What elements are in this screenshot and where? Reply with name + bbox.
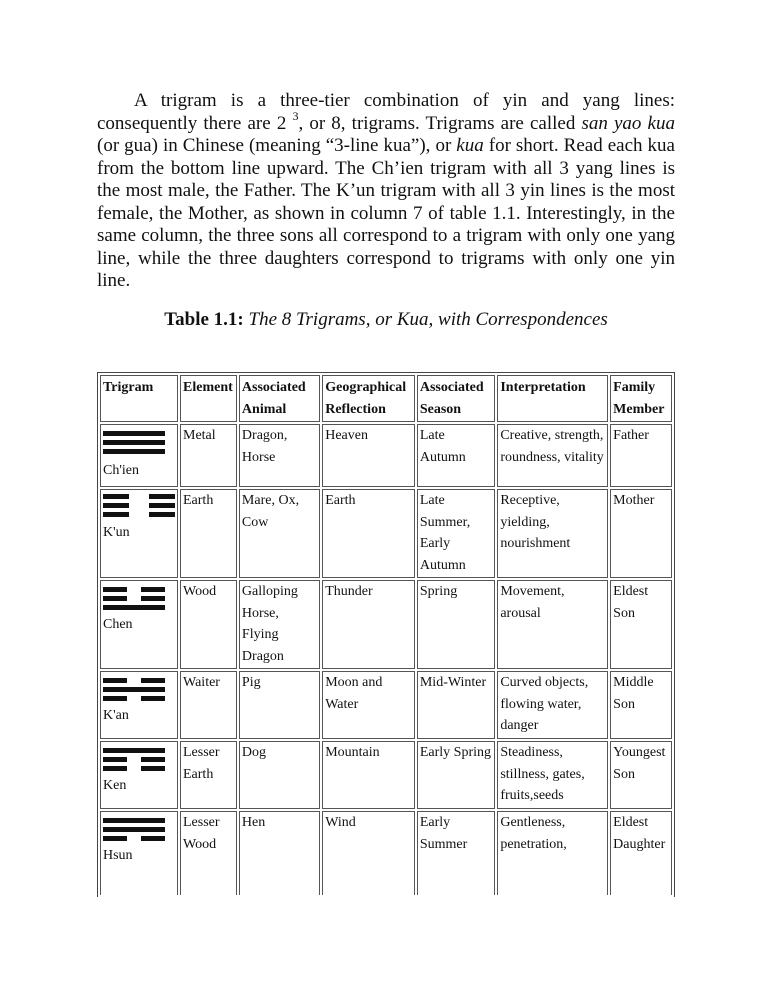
- italic-term: kua: [456, 135, 484, 156]
- header-animal: Associated Animal: [239, 375, 320, 422]
- trigram-name: Hsun: [103, 848, 133, 863]
- season-cell: Early Spring: [417, 741, 495, 809]
- paragraph-text: A trigram is a three-tier combination of yin and yang lines: consequently there are 2: [97, 90, 675, 134]
- trigram-cell: [100, 424, 178, 487]
- trigram-name: K'un: [103, 525, 130, 540]
- interp-cell: Movement, arousal: [497, 580, 608, 669]
- season-cell: Late Summer, Early Autumn: [417, 489, 495, 578]
- chien-trigram-icon: [103, 427, 175, 454]
- paragraph-text: for short. Read each kua from the bottom line upward. The Ch’ien trigram with all 3 yang lines is the most male, the Father. The K’un trigram with all 3 yin lines is the most female, the Mother, as shown in column 7 of table 1.1. Interestingly, in the same column, the three sons all correspond to a trigram with only one yang line, while the three daughters correspond to trigrams with only one yin line.: [97, 135, 675, 291]
- trigram-name: Chen: [103, 617, 133, 632]
- geo-cell: Earth: [322, 489, 415, 578]
- family-cell: Middle Son: [610, 671, 672, 739]
- table-row: [100, 671, 672, 739]
- animal-cell: Galloping Horse, Flying Dragon: [239, 580, 320, 669]
- table-row: [100, 580, 672, 669]
- family-cell: Mother: [610, 489, 672, 578]
- table-row: [100, 811, 672, 895]
- season-cell: Early Summer: [417, 811, 495, 895]
- season-cell: Mid-Winter: [417, 671, 495, 739]
- header-interp: Interpretation: [497, 375, 608, 422]
- element-cell: Metal: [180, 424, 237, 487]
- family-cell: Father: [610, 424, 672, 487]
- header-family: Family Member: [610, 375, 672, 422]
- trigram-cell: [100, 580, 178, 669]
- kan-trigram-icon: [103, 674, 175, 701]
- interp-cell: Steadiness, stillness, gates, fruits,seeds: [497, 741, 608, 809]
- element-cell: Lesser Earth: [180, 741, 237, 809]
- italic-term: san yao kua: [581, 112, 675, 134]
- header-trigram: Trigram: [100, 375, 178, 422]
- trigram-name: K'an: [103, 708, 129, 723]
- animal-cell: Hen: [239, 811, 320, 895]
- header-geo: Geographical Reflection: [322, 375, 415, 422]
- table-row: [100, 741, 672, 809]
- trigram-table: [97, 372, 675, 897]
- header-element: Element: [180, 375, 237, 422]
- family-cell: Eldest Daughter: [610, 811, 672, 895]
- animal-cell: Dog: [239, 741, 320, 809]
- hsun-trigram-icon: [103, 814, 175, 841]
- family-cell: Youngest Son: [610, 741, 672, 809]
- table-row: [100, 424, 672, 487]
- season-cell: Late Autumn: [417, 424, 495, 487]
- geo-cell: Thunder: [322, 580, 415, 669]
- interp-cell: Receptive, yielding, nourishment: [497, 489, 608, 578]
- element-cell: Earth: [180, 489, 237, 578]
- trigram-name: Ch'ien: [103, 463, 139, 478]
- geo-cell: Mountain: [322, 741, 415, 809]
- geo-cell: Heaven: [322, 424, 415, 487]
- trigram-cell: [100, 741, 178, 809]
- chen-trigram-icon: [103, 583, 175, 610]
- element-cell: Waiter: [180, 671, 237, 739]
- paragraph-text: , or 8, trigrams. Trigrams are called: [298, 112, 582, 134]
- caption-label: Table 1.1:: [164, 309, 244, 330]
- paragraph-text: (or gua) in Chinese (meaning “3-line kua”), or: [97, 135, 457, 156]
- table-row: [100, 489, 672, 578]
- kun-trigram-icon: [103, 490, 175, 517]
- caption-text: The 8 Trigrams, or Kua, with Correspondences: [248, 309, 608, 330]
- trigram-cell: [100, 811, 178, 895]
- table-caption: [0, 309, 772, 331]
- family-cell: Eldest Son: [610, 580, 672, 669]
- animal-cell: Dragon, Horse: [239, 424, 320, 487]
- interp-cell: Creative, strength, roundness, vitality: [497, 424, 608, 487]
- trigram-name: Ken: [103, 778, 127, 793]
- geo-cell: Moon and Water: [322, 671, 415, 739]
- animal-cell: Mare, Ox, Cow: [239, 489, 320, 578]
- season-cell: Spring: [417, 580, 495, 669]
- interp-cell: Gentleness, penetration,: [497, 811, 608, 895]
- trigram-cell: [100, 671, 178, 739]
- exponent: 3: [292, 109, 299, 124]
- ken-trigram-icon: [103, 744, 175, 771]
- table-header-row: [100, 375, 672, 422]
- interp-cell: Curved objects, flowing water, danger: [497, 671, 608, 739]
- body-paragraph: [97, 90, 675, 293]
- header-season: Associated Season: [417, 375, 495, 422]
- trigram-cell: [100, 489, 178, 578]
- geo-cell: Wind: [322, 811, 415, 895]
- animal-cell: Pig: [239, 671, 320, 739]
- element-cell: Lesser Wood: [180, 811, 237, 895]
- element-cell: Wood: [180, 580, 237, 669]
